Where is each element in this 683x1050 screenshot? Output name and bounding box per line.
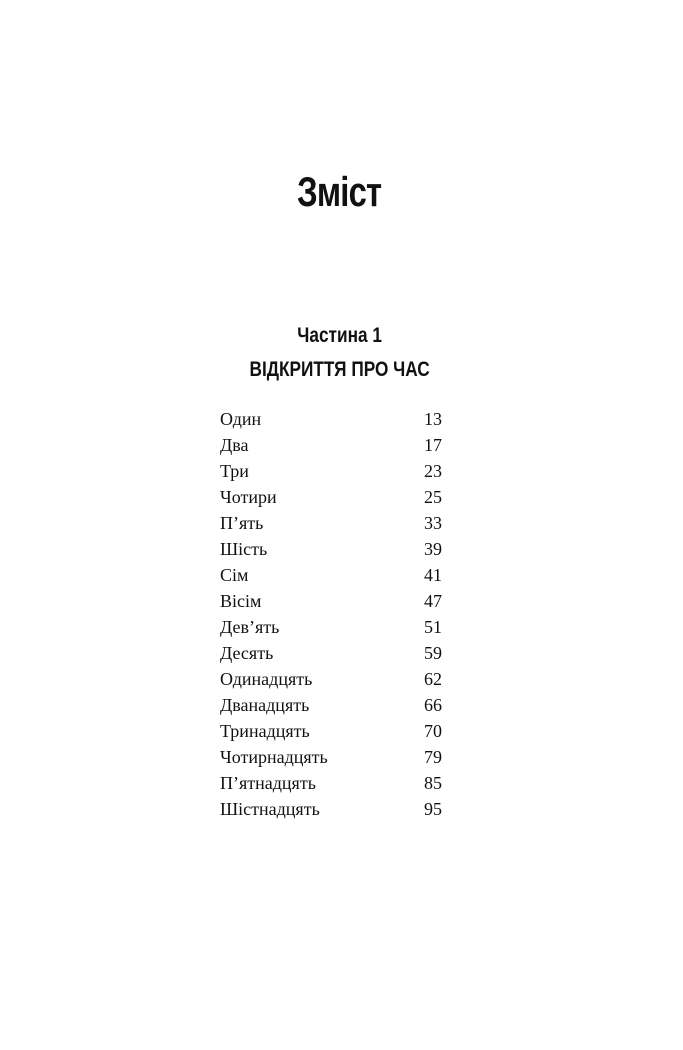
toc-entry-page: 59	[424, 643, 442, 663]
page-title: Зміст	[297, 168, 382, 216]
toc-entry	[220, 770, 442, 796]
toc-entry-page: 51	[424, 617, 442, 637]
toc-entry-page: 33	[424, 513, 442, 533]
toc-entry-label: Чотирнадцять	[220, 747, 328, 767]
toc-entry	[220, 588, 442, 614]
toc-entry-label: Дванадцять	[220, 695, 310, 715]
toc-entry-label: Один	[220, 409, 262, 429]
part-number-heading: Частина 1	[297, 324, 382, 347]
part-title-heading: ВІДКРИТТЯ ПРО ЧАС	[249, 358, 430, 381]
toc-entry-page: 17	[424, 435, 442, 455]
toc-entry-label: Вісім	[220, 591, 262, 611]
toc-entry-label: Дев’ять	[220, 617, 280, 637]
toc-entry	[220, 562, 442, 588]
toc-entry-page: 85	[424, 773, 442, 793]
toc-entry	[220, 614, 442, 640]
toc-entry-label: Три	[220, 461, 249, 481]
toc-entry-page: 62	[424, 669, 442, 689]
toc-entry-label: Сім	[220, 565, 249, 585]
toc-entry-page: 70	[424, 721, 442, 741]
toc-entry-label: Шість	[220, 539, 268, 559]
toc-entry-page: 23	[424, 461, 442, 481]
toc-entry-page: 79	[424, 747, 442, 767]
toc-entry	[220, 692, 442, 718]
toc-entry	[220, 484, 442, 510]
toc-entry-label: Шістнадцять	[220, 799, 320, 819]
toc-entry-label: Одинадцять	[220, 669, 313, 689]
toc-entry-label: Чотири	[220, 487, 277, 507]
toc-entry-page: 47	[424, 591, 442, 611]
toc-entry-label: П’ятнадцять	[220, 773, 316, 793]
toc-entry-page: 39	[424, 539, 442, 559]
toc-entry	[220, 744, 442, 770]
toc-entry-page: 13	[424, 409, 442, 429]
toc-entry	[220, 640, 442, 666]
toc-entry	[220, 666, 442, 692]
toc-entry-page: 95	[424, 799, 442, 819]
toc-entry	[220, 718, 442, 744]
toc-entry	[220, 536, 442, 562]
toc-entry-page: 66	[424, 695, 442, 715]
toc-entry	[220, 432, 442, 458]
toc-entry-label: Два	[220, 435, 249, 455]
toc-entry-label: Тринадцять	[220, 721, 310, 741]
toc-entry-page: 25	[424, 487, 442, 507]
toc-entry-page: 41	[424, 565, 442, 585]
toc-entry	[220, 406, 442, 432]
table-of-contents	[220, 406, 442, 822]
toc-entry-label: Десять	[220, 643, 274, 663]
toc-entry	[220, 510, 442, 536]
toc-entry	[220, 458, 442, 484]
toc-entry	[220, 796, 442, 822]
toc-entry-label: П’ять	[220, 513, 264, 533]
